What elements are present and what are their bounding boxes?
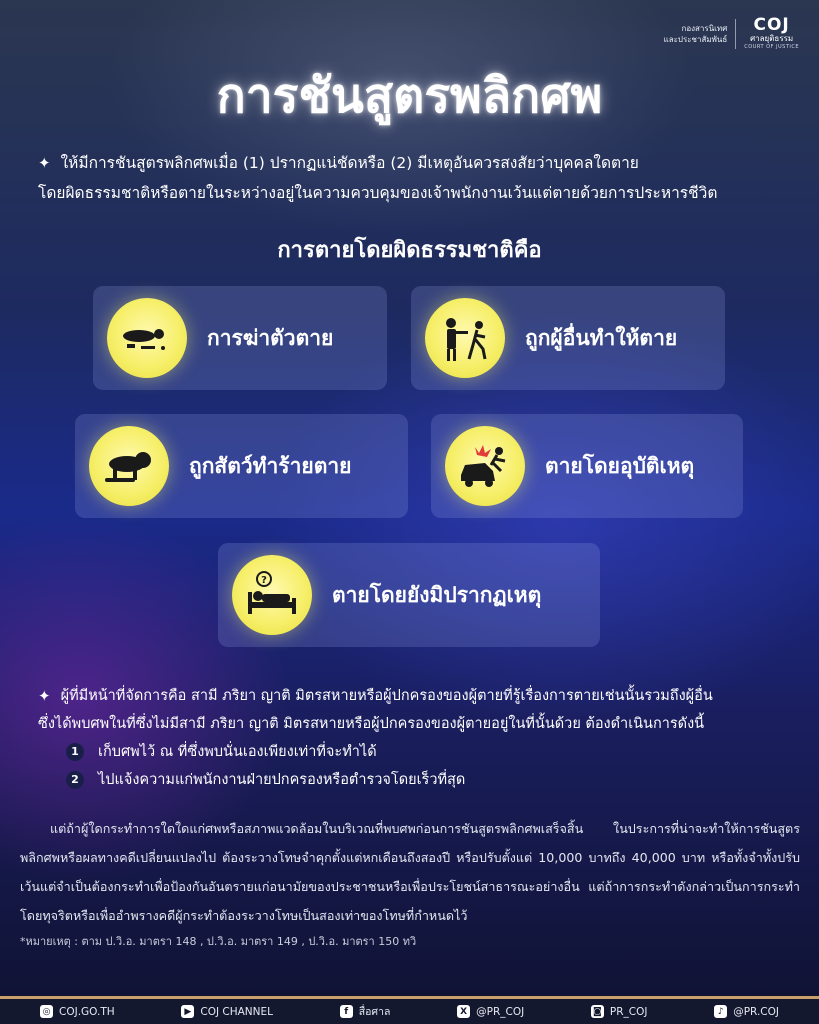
- card-animal-attack: [75, 414, 408, 518]
- suicide-icon: [107, 298, 187, 378]
- card-suicide: [93, 286, 387, 390]
- car-accident-icon: [445, 426, 525, 506]
- sparkle-icon: ✦: [38, 687, 51, 705]
- card-label: ถูกผู้อื่นทำให้ตาย: [525, 325, 678, 350]
- footer-x[interactable]: [457, 1005, 524, 1018]
- footer-label: COJ CHANNEL: [200, 1005, 273, 1018]
- card-label: การฆ่าตัวตาย: [207, 325, 334, 350]
- sparkle-icon: ✦: [38, 154, 51, 172]
- intro-paragraph: [38, 148, 798, 208]
- footer-label: สื่อศาล: [358, 1006, 391, 1018]
- step-number: 1: [66, 743, 84, 761]
- page-title: การชันสูตรพลิกศพ: [216, 68, 603, 124]
- shooting-icon: [425, 298, 505, 378]
- list-item: [66, 766, 465, 794]
- footer-facebook[interactable]: [340, 1003, 391, 1020]
- svg-text:?: ?: [261, 575, 267, 586]
- footer-label: @PR_COJ: [476, 1005, 525, 1018]
- footer-label: PR_COJ: [609, 1005, 648, 1018]
- logo-thai-name: ศาลยุติธรรม: [750, 34, 794, 43]
- footer-bar: [0, 996, 819, 1024]
- facebook-icon: f: [340, 1005, 353, 1018]
- card-homicide: [411, 286, 725, 390]
- footer-website[interactable]: [40, 1005, 115, 1018]
- intro-line-1: ให้มีการชันสูตรพลิกศพเมื่อ (1) ปรากฏแน่ชัดหรือ (2) มีเหตุอันควรสงสัยว่าบุคคลใดตาย: [60, 154, 639, 172]
- logo-english-name: COURT OF JUSTICE: [744, 44, 799, 50]
- footer-tiktok[interactable]: [714, 1005, 779, 1018]
- penalty-paragraph: แต่ถ้าผู้ใดกระทำการใดใดแก่ศพหรือสภาพแวดล้อมในบริเวณที่พบศพก่อนการชันสูตรพลิกศพเสร็จสิ้น ในประการที่น่าจะทำให้การชันสูตรพลิกศพหรือผลทางคดีเปลี่ยนแปลงไป ต้องระวางโทษจำคุกตั้งแต่หกเดือนถึงสองปี หรือปรับตั้งแต่ 10,000 บาทถึง 40,000 บาท หรือทั้งจำทั้งปรับ เว้นแต่จำเป็นต้องกระทำเพื่อป้องกันอันตรายแก่อนามัยของประชาชนหรือเพื่อประโยชน์สาธารณะอย่างอื่น แต่ถ้าการกระทำดังกล่าวเป็นการกระทำโดยทุจริตหรือเพื่ออำพรางคดีผู้กระทำต้องระวางโทษเป็นสองเท่าของโทษที่กำหนดไว้: [20, 821, 800, 923]
- duty-line-1: ผู้ที่มีหน้าที่จัดการคือ สามี ภริยา ญาติ มิตรสหายหรือผู้ปกครองของผู้ตายที่รู้เรื่องการตายเช่นนั้นรวมถึงผู้อื่น: [60, 688, 713, 704]
- footer-label: COJ.GO.TH: [59, 1005, 115, 1018]
- tiktok-icon: ♪: [714, 1005, 727, 1018]
- bed-question-icon: [232, 555, 312, 635]
- steps-list: [66, 738, 465, 794]
- footer-youtube[interactable]: [181, 1005, 273, 1018]
- youtube-icon: ▶: [181, 1005, 194, 1018]
- card-label: ตายโดยยังมิปรากฏเหตุ: [332, 582, 542, 607]
- step-number: 2: [66, 771, 84, 789]
- card-unknown-cause: [218, 543, 600, 647]
- footer-label: @PR.COJ: [733, 1005, 779, 1018]
- card-label: ถูกสัตว์ทำร้ายตาย: [189, 453, 352, 478]
- footer-instagram[interactable]: [591, 1005, 648, 1018]
- department-line-1: กองสารนิเทศ: [681, 23, 728, 33]
- card-label: ตายโดยอุบัติเหตุ: [545, 453, 695, 478]
- department-name: [664, 23, 728, 45]
- duty-paragraph: [38, 682, 798, 738]
- instagram-icon: ◙: [591, 1005, 604, 1018]
- duty-line-2: ซึ่งได้พบศพในที่ซึ่งไม่มีสามี ภริยา ญาติ มิตรสหายหรือผู้ปกครองของผู้ตายอยู่ในที่นั้นด้วย ต้องดำเนินการดังนี้: [38, 716, 705, 732]
- section-heading: การตายโดยผิดธรรมชาติคือ: [277, 238, 542, 263]
- header-logo: [664, 16, 799, 51]
- lion-attack-icon: [89, 426, 169, 506]
- x-icon: X: [457, 1005, 470, 1018]
- department-line-2: และประชาสัมพันธ์: [663, 34, 728, 44]
- step-text: เก็บศพไว้ ณ ที่ซึ่งพบนั่นเองเพียงเท่าที่จะทำได้: [98, 744, 377, 760]
- globe-icon: ◎: [40, 1005, 53, 1018]
- intro-line-2: โดยผิดธรรมชาติหรือตายในระหว่างอยู่ในความควบคุมของเจ้าพนักงานเว้นแต่ตายด้วยการประหารชีวิต: [38, 184, 718, 202]
- logo-divider: [735, 19, 736, 49]
- footnote: *หมายเหตุ : ตาม ป.วิ.อ. มาตรา 148 , ป.วิ.อ. มาตรา 149 , ป.วิ.อ. มาตรา 150 ทวิ: [20, 935, 417, 948]
- logo-text: COJ: [753, 15, 790, 35]
- card-accident: [431, 414, 743, 518]
- step-text: ไปแจ้งความแก่พนักงานฝ่ายปกครองหรือตำรวจโดยเร็วที่สุด: [98, 772, 466, 788]
- list-item: [66, 738, 465, 766]
- coj-logo: [744, 16, 799, 51]
